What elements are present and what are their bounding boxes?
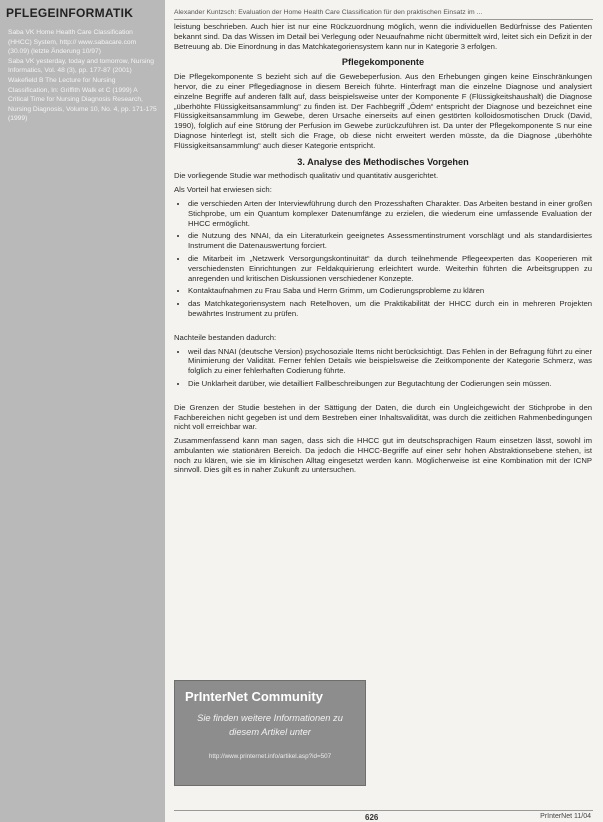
header-rule <box>174 19 593 20</box>
reference-item: Saba VK Home Health Care Classification (HHCC) System, http:// www.sabacare.com (30.09) (letzte Änderung 10/97) <box>8 29 137 56</box>
spacer <box>174 323 592 333</box>
pflegekomponente-paragraph: Die Pflegekomponente S bezieht sich auf die Gewebeperfusion. Aus den Erhebungen gingen keine Einschränkungen hervor, die zu einer Pflegediagnose in diesem Bereich führte. Hinterfragt man die einzelne Diagnose und analysiert einzelne Begriffe auf anderen fällt auf, dass beispielsweise unter der Komponente F (Flüssigkeitshaushalt) die Diagnose „überhöhte Flüssigkeitsansammlung“ zu finden ist. Der Fachbegriff „Ödem“ entspricht der Diagnose und bezeichnet eine Flüssigkeitsansammlung im Gewebe, deren Ursache einerseits auf einen gestörten kolloidosmotischen Druck (David, 1990), folglich auf eine Störung der Perfusion im Gewebe zurückzuführen ist. Da unter der Pflegekomponente S nur eine Diagnose hinterlegt ist, stellt sich die Frage, ob diese nicht erweitert werden müsste, da die Diagnose „überhöhte Flüssigkeitsansammlung“ auch dieser Kategorie entspricht. <box>174 72 592 150</box>
list-item: • Die Unklarheit darüber, wie detailliert Fallbeschreibungen zur Begutachtung der Codierungen sein müssen. <box>188 379 592 389</box>
reference-item: Saba VK yesterday, today and tomorrow, Nursing Informatics, Vol. 48 (3), pp. 177-87 (2001) <box>8 57 154 75</box>
spacer <box>174 393 592 403</box>
printernet-ad-box[interactable] <box>174 680 366 786</box>
advantages-label: Als Vorteil hat erwiesen sich: <box>174 185 272 195</box>
list-item: • die Nutzung des NNAI, da ein Literaturkein geeignetes Assessmentinstrument vorschlägt und als standardisiertes Instrument die Datenauswertung forciert. <box>188 231 592 251</box>
reference-list <box>8 28 158 124</box>
ad-title: PrInterNet Community <box>185 689 323 704</box>
section-heading-pflegekomponente: Pflegekomponente <box>341 57 425 68</box>
disadvantages-list <box>174 347 592 389</box>
journal-logo: PFLEGEINFORMATIK <box>6 6 134 20</box>
sidebar <box>0 0 165 822</box>
issue-label: PrInterNet 11/04 <box>540 813 591 820</box>
limits-paragraph: Die Grenzen der Studie bestehen in der Sättigung der Daten, die durch ein Ungleichgewicht der Stichprobe in den Fachbereichen nicht gegeben ist und dem Bestreben einer Inhaltsvalidität, was durch die zeitlichen Rahmenbedingungen nicht voll erreichbar war. <box>174 402 592 432</box>
list-item: • Kontaktaufnahmen zu Frau Saba und Herrn Grimm, um Codierungsprobleme zu klären <box>188 286 592 296</box>
footer-rule <box>174 810 593 811</box>
list-item: • das Matchkategoriensystem nach Retelhoven, um die Praktikabilität der HHCC durch ein in mehreren Projekten bewährtes Instrument zu prüfen. <box>188 299 592 319</box>
advantages-list <box>174 199 592 319</box>
article-body <box>174 22 592 479</box>
page-number: 626 <box>365 813 379 822</box>
disadvantages-label: Nachteile bestanden dadurch: <box>174 332 277 342</box>
list-item: • die verschieden Arten der Interviewführung durch den Prozesshaften Charakter. Das Arbeiten bestand in einer großen Stichprobe, um ein Quantum komplexer Datenumfänge zu erzielen, die wiederum eine umfassende Evaluation der HHCC ermöglicht. <box>188 199 592 228</box>
section3-intro: Die vorliegende Studie war methodisch qualitativ und quantitativ ausgerichtet. <box>174 171 439 181</box>
list-item: • weil das NNAI (deutsche Version) psychosoziale Items nicht berücksichtigt. Das Fehlen in der Befragung führt zu einer Minimierung der Validität. Ferner fehlen Details wie beispielsweise die Zeitkomponente der Kategorie Schmerz, was folglich zu einer fehlerhaften Codierung führte. <box>188 347 592 376</box>
running-header: Alexander Kuntzsch: Evaluation der Home Health Care Classification für den praktischen Einsatz im ... <box>174 9 483 16</box>
ad-subtitle: diesem Artikel unter <box>229 727 311 737</box>
reference-item: Wakefield B The Lecture for Nursing Classification, In: Griffith Walk et C (1999) A Critical Time for Nursing Diagnosis Research, Nursing Diagnosis, Volume 10, No. 4, pp. 171-175 (1999) <box>8 76 157 123</box>
intro-paragraph: leistung beschrieben. Auch hier ist nur eine Rückzuordnung möglich, wenn die individuellen Bedürfnisse des Patienten bekannt sind. Da das Wissen im Detail bei Verlegung oder Neuaufnahme nicht übermittelt wird, leitet sich ein Defizit in der Betreuung ab. Die Einordnung in das Matchkategoriensystem kann nur in Kategorie 3 erfolgen. <box>174 22 592 51</box>
summary-paragraph: Zusammenfassend kann man sagen, dass sich die HHCC gut im deutschsprachigen Raum einsetzen lässt, sowohl im ambulanten wie stationären Bereich. Da jedoch die HHCC-Begriffe auf einer sehr hohen Abstraktionsebene stehen, ist noch zu klären, wie sie im klinischen Alltag eingesetzt werden kann. Möglicherweise ist eine Kombination mit der ICNP sinnvoll. Dies gilt es in naher Zukunft zu untersuchen. <box>174 436 592 475</box>
section-heading-analyse: 3. Analyse des Methodisches Vorgehen <box>297 156 469 167</box>
list-item: • die Mitarbeit im „Netzwerk Versorgungskontinuität“ da durch teilnehmende Pflegeexperten das Kooperieren mit verschiedensten Einrichtungen zur Feldakquirierung erleichtert wurde. Weiterhin führten die Arbeitsgruppen zu anregenden und kritischen Diskussionen verschiedener Konzepte. <box>188 254 592 283</box>
ad-subtitle: Sie finden weitere Informationen zu <box>197 713 343 723</box>
ad-url-link[interactable]: http://www.printernet.info/artikel.asp?id=507 <box>208 753 332 760</box>
